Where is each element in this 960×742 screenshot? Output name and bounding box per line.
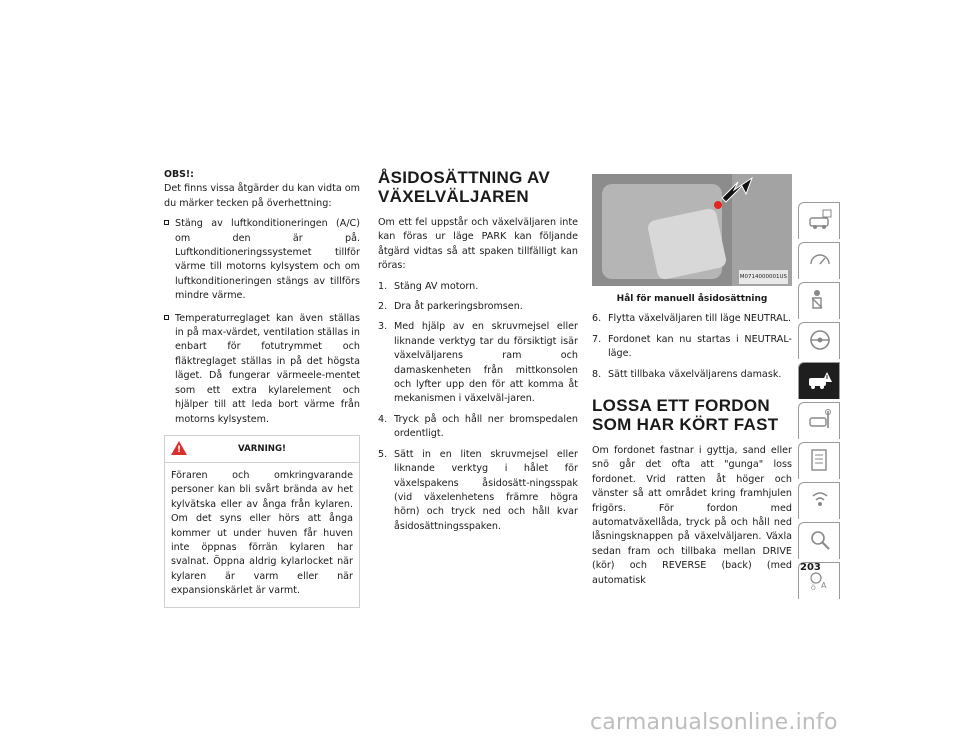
step-text: Sätt in en liten skruvmejsel eller liknande verktyg i hålet för växelspakens åsidosätt-ningsspak (vid växelenhetens främre högra hörn) och tryck ned och håll kvar åsidosättningsspaken. <box>394 448 578 532</box>
page-number: 203 <box>800 562 821 573</box>
left-column <box>164 168 360 608</box>
checkbox-bullet-icon <box>164 220 169 225</box>
middle-column <box>378 168 578 534</box>
figure-caption: Hål för manuell åsidosättning <box>616 294 768 304</box>
step-text: Stäng AV motorn. <box>394 280 479 292</box>
service-icon[interactable] <box>798 402 840 439</box>
section-intro: Om ett fel uppstår och växelväljaren inte kan föras ur läge PARK kan följande åtgärd vidtas så att spaken tillfälligt kan röras: <box>378 217 578 272</box>
step-number: 5. <box>378 448 388 460</box>
note-bullets <box>164 217 360 427</box>
figure-code: M0714000001US <box>739 270 788 284</box>
list-item <box>378 448 578 534</box>
warning-triangle-icon: ! <box>171 441 187 455</box>
note-label: OBS!: <box>164 169 194 180</box>
seat-belt-icon[interactable] <box>798 282 840 319</box>
step-text: Dra åt parkeringsbromsen. <box>394 301 523 313</box>
section-body: Om fordonet fastnar i gyttja, sand eller snö går det ofta att "gunga" loss fordonet. Vrid ratten åt höger och vänster så att området kring framhjulen frigörs. För fordon med automatväxellåda, tryck på och håll ned låsningsknappen på växelväljaren. Växla sedan fram och tillbaka mellan DRIVE (kör) och REVERSE (back) (med automatisk <box>592 445 792 586</box>
list-item <box>378 413 578 442</box>
steps-list <box>592 312 792 382</box>
list-item <box>592 312 792 326</box>
steps-list <box>378 280 578 535</box>
step-text: Sätt tillbaka växelväljarens damask. <box>608 368 782 380</box>
right-column <box>592 174 792 588</box>
section-heading: LOSSA ETT FORDON SOM HAR KÖRT FAST <box>592 396 779 435</box>
step-text: Med hjälp av en skruvmejsel eller liknande verktyg tar du försiktigt isär växelväljarens ram och damaskenheten från mittkonsolen och lyfter upp den för att komma åt mekanismen i växelväl-jaren. <box>394 321 578 405</box>
index-icon[interactable] <box>798 522 840 559</box>
checkbox-bullet-icon <box>164 315 169 320</box>
car-info-icon[interactable] <box>798 202 840 239</box>
chapter-tabs <box>798 202 840 602</box>
list-item <box>592 333 792 362</box>
step-number: 3. <box>378 321 388 333</box>
list-item <box>164 312 360 427</box>
warning-header <box>165 436 359 463</box>
bullet-text: Stäng av luftkonditioneringen (A/C) om den är på. Luftkonditioneringssystemet tillför värme till motorns kylsystem och om luftkonditioneringen stängs av tillförs mindre värme. <box>175 218 360 302</box>
step-number: 6. <box>592 313 602 325</box>
warning-text: Föraren och omkringvarande personer kan bli svårt brända av het kylvätska eller av ånga från kylaren. Om det syns eller hörs att ånga kommer ut under huven får huven inte öppnas förrän kylaren har svalnat. Öppna aldrig kylarlocket när kylaren är varm eller när expansionskärlet är varmt. <box>171 469 353 597</box>
section-heading: ÅSIDOSÄTTNING AV VÄXELVÄLJAREN <box>378 168 550 206</box>
list-item <box>378 300 578 314</box>
svg-text:A: A <box>821 581 827 590</box>
step-number: 7. <box>592 333 602 345</box>
step-text: Tryck på och håll ner bromspedalen ordentligt. <box>394 413 578 440</box>
multimedia-icon[interactable] <box>798 482 840 519</box>
arrow-icon <box>720 176 754 204</box>
step-number: 8. <box>592 368 602 380</box>
bullet-text: Temperaturreglaget kan även ställas in på max-värdet, ventilation ställas in enbart för fotutrymmet och fläktreglaget ställas in på det högsta läget. Då fungerar värmeele-mentet som ett extra kylarelement och hjälper till att leda bort värme från motorns kylsystem. <box>175 312 360 425</box>
specifications-icon[interactable] <box>798 442 840 479</box>
warning-box <box>164 435 360 608</box>
shifter-override-photo <box>592 174 792 286</box>
watermark: carmanualsonline.info <box>590 710 838 735</box>
warning-title: VARNING! <box>238 443 286 454</box>
step-number: 2. <box>378 301 388 313</box>
list-item <box>378 280 578 294</box>
list-item <box>164 217 360 303</box>
step-text: Flytta växelväljaren till läge NEUTRAL. <box>608 313 792 325</box>
note-text: Det finns vissa åtgärder du kan vidta om du märker tecken på överhettning: <box>164 183 360 209</box>
steering-wheel-icon[interactable] <box>798 322 840 359</box>
svg-text:Ö: Ö <box>811 585 816 592</box>
emergency-icon[interactable] <box>798 362 840 399</box>
list-item <box>592 368 792 382</box>
step-number: 4. <box>378 413 388 425</box>
step-text: Fordonet kan nu startas i NEUTRAL-läge. <box>608 333 792 360</box>
dashboard-icon[interactable] <box>798 242 840 279</box>
step-number: 1. <box>378 280 388 292</box>
list-item <box>378 320 578 406</box>
